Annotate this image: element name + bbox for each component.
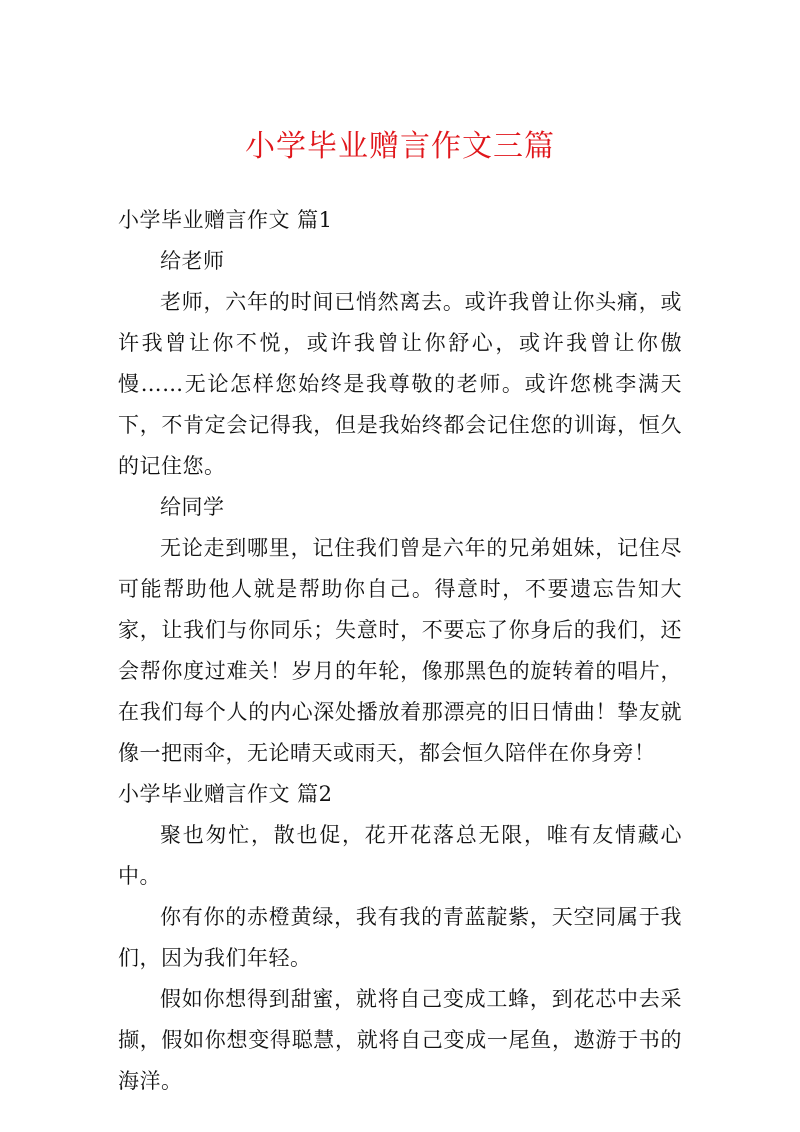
- paragraph-to-classmates: 无论走到哪里，记住我们曾是六年的兄弟姐妹，记住尽可能帮助他人就是帮助你自己。得意时，不要遗忘告知大家，让我们与你同乐；失意时，不要忘了你身后的我们，还会帮你度过难关！岁月的年轮，像那黑色的旋转着的唱片，在我们每个人的内心深处播放着那漂亮的旧日情曲！挚友就像一把雨伞，无论晴天或雨天，都会恒久陪伴在你身旁！: [118, 536, 682, 765]
- paragraph-2-1: 聚也匆忙，散也促，花开花落总无限，唯有友情藏心中。: [118, 823, 682, 888]
- paragraph-2-2: 你有你的赤橙黄绿，我有我的青蓝靛紫，天空同属于我们，因为我们年轻。: [118, 905, 682, 970]
- document-title: 小学毕业赠言作文三篇: [245, 129, 555, 164]
- document-body: [118, 200, 682, 1102]
- sub-heading-to-teacher: 给老师: [160, 249, 225, 273]
- paragraph-to-teacher: 老师，六年的时间已悄然离去。或许我曾让你头痛，或许我曾让你不悦，或许我曾让你舒心，或许我曾让你傲慢……无论怎样您始终是我尊敬的老师。或许您桃李满天下，不肯定会记得我，但是我始终都会记住您的训诲，恒久的记住您。: [118, 290, 682, 478]
- section-heading-1: 小学毕业赠言作文 篇1: [118, 208, 333, 232]
- paragraph-2-3: 假如你想得到甜蜜，就将自己变成工蜂，到花芯中去采撷，假如你想变得聪慧，就将自己变成一尾鱼，遨游于书的海洋。: [118, 987, 682, 1093]
- sub-heading-to-classmates: 给同学: [160, 495, 225, 519]
- section-heading-2: 小学毕业赠言作文 篇2: [118, 782, 333, 806]
